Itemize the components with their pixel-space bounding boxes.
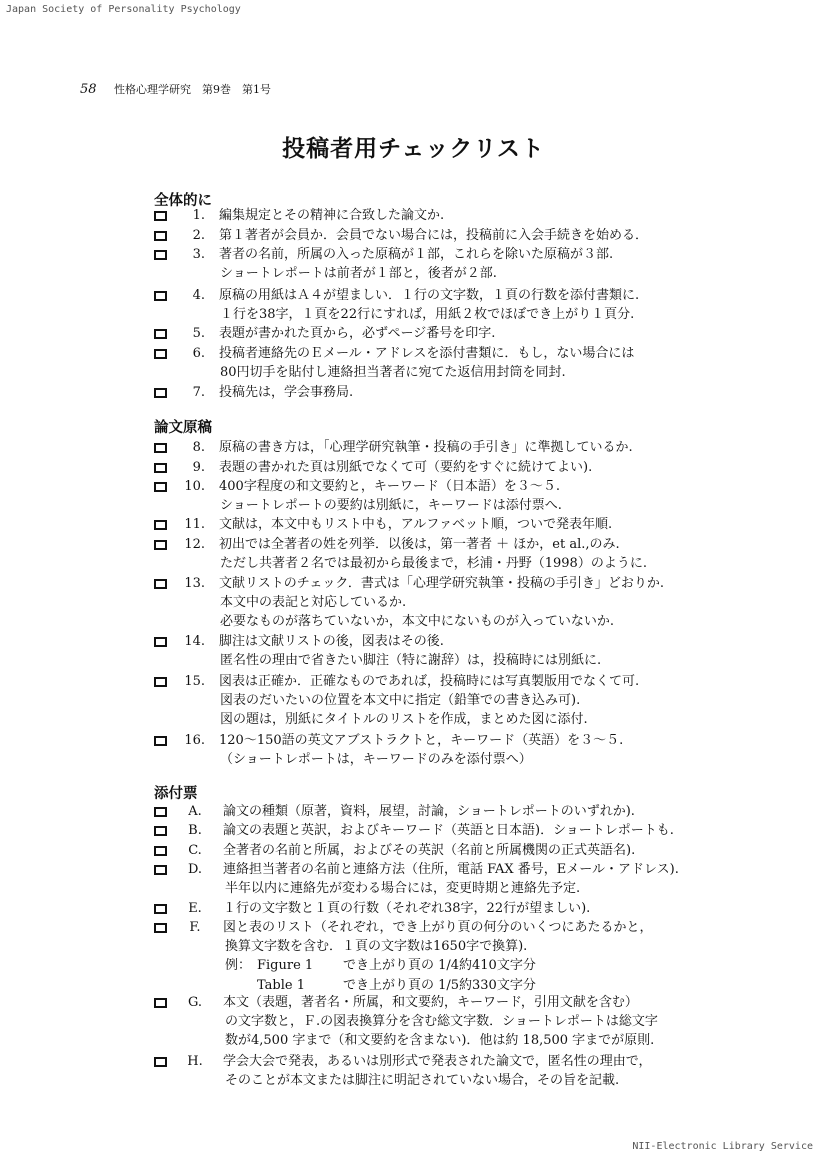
item-text: 投稿者連絡先のＥメール・アドレスを添付書類に．もし，ない場合には [219,346,635,361]
item-text: 第１著者が会員か．会員でない場合には，投稿前に入会手続きを始める． [219,228,649,243]
item-text: の文字数と，Ｆ.の図表換算分を含む総文字数．ショートレポートは総文字 [225,1014,658,1030]
checklist-item [154,383,774,402]
item-text: 全著者の名前と所属，およびその英訳（名前と所属機関の正式英語名). [223,843,636,858]
item-text: 連絡担当著者の名前と連絡方法（住所，電話 FAX 番号，Eメール・アドレス). [223,862,679,877]
indent [154,612,220,631]
item-number: 10. [184,479,205,494]
item-line [154,458,774,477]
checklist-item [154,899,774,918]
indent [154,651,220,670]
example-size: でき上がり頁の 1/4 [343,958,460,974]
checklist-item [154,918,774,995]
item-text: 半年以内に連絡先が変わる場合には，変更時期と連絡先予定. [225,881,581,897]
item-line [154,1071,774,1090]
checkbox-icon [154,540,167,550]
checkbox-icon [154,923,167,933]
item-line [154,438,774,457]
section-title-attachment: 添付票 [154,786,198,802]
checklist-item [154,226,774,245]
item-text: 編集規定とその精神に合致した論文か. [219,208,445,223]
checklist-item [154,515,774,534]
item-line [154,264,774,283]
item-text: 400字程度の和文要約と，キーワード（日本語）を３～５. [219,479,560,494]
item-line [154,821,774,840]
indent [154,691,220,710]
item-text: １行の文字数と１頁の行数（それぞれ38字，22行が望ましい). [223,901,591,916]
item-line [154,899,774,918]
example-row [154,956,774,975]
item-text: 文献リストのチェック．書式は「心理学研究執筆・投稿の手引き」どおりか. [219,576,664,591]
example-content [225,956,536,975]
checkbox-icon [154,736,167,746]
item-text: １行を38字，１頁を22行にすれば，用紙２枚でほぼでき上がり１頁分. [220,307,635,323]
indent [154,750,220,769]
checklist-item [154,672,774,730]
item-line [154,1052,774,1071]
item-number: 14. [184,634,205,649]
item-line [154,750,774,769]
item-text: そのことが本文または脚注に明記されていない場合，その旨を記載. [225,1073,620,1089]
item-line [154,554,774,573]
item-text: 図の題は，別紙にタイトルのリストを作成，まとめた図に添付. [220,712,588,728]
item-number: 12. [184,537,205,552]
checkbox-icon [154,1057,167,1067]
item-text: 図表は正確か．正確なものであれば，投稿時には写真製版用でなくて可. [219,674,640,689]
checkbox-icon [154,388,167,398]
indent [154,305,220,324]
checkbox-icon [154,463,167,473]
checklist-item [154,821,774,840]
item-text: 本文（表題，著者名・所属，和文要約，キーワード，引用文献を含む） [223,995,638,1010]
item-text: 図と表のリスト（それぞれ，でき上がり頁の何分のいくつにあたるかと， [223,920,653,935]
item-text: 著者の名前，所属の入った原稿が１部，これらを除いた原稿が３部. [219,247,614,262]
example-chars: 約410文字分 [459,958,536,974]
item-line [154,344,774,363]
item-line [154,574,774,593]
item-number: 4. [192,288,205,303]
checkbox-icon [154,826,167,836]
item-text: 匿名性の理由で省きたい脚注（特に謝辞）は，投稿時には別紙に. [220,653,602,669]
indent [154,1012,225,1031]
indent [154,554,220,573]
checklist-item [154,993,774,1051]
checklist-item [154,458,774,477]
item-line [154,477,774,496]
item-line [154,363,774,382]
checkbox-icon [154,211,167,221]
item-text: 本文中の表記と対応しているか. [220,595,407,611]
item-line [154,710,774,729]
section-title-manuscript: 論文原稿 [154,420,212,436]
item-line [154,632,774,651]
item-text: 文献は，本文中もリスト中も，アルファベット順，ついで発表年順. [219,517,613,532]
checklist-item [154,206,774,225]
page-title: 投稿者用チェックリスト [282,136,545,162]
indent [154,264,220,283]
item-number: 5. [192,326,205,341]
checklist-item [154,344,774,382]
checklist-item [154,245,774,283]
indent [154,496,220,515]
item-number: A. [188,804,202,819]
item-number: 8. [192,440,205,455]
item-text: 必要なものが落ちていないか，本文中にないものが入っていないか. [220,614,615,630]
example-content [225,976,536,995]
indent [154,1031,225,1050]
item-text: 投稿先は，学会事務局. [219,385,354,400]
item-line [154,918,774,937]
item-line [154,691,774,710]
item-line [154,993,774,1012]
item-text: 数が4,500 字まで（和文要約を含まない)．他は約 18,500 字までが原則. [225,1033,655,1049]
page-number: 58 [80,82,97,97]
checkbox-icon [154,443,167,453]
checklist-item [154,860,774,898]
running-header [80,81,271,97]
item-text: 脚注は文献リストの後，図表はその後. [219,634,444,649]
item-line [154,612,774,631]
item-number: 6. [192,346,205,361]
example-name: Table 1 [257,977,305,993]
item-number: 11. [184,517,205,532]
item-line [154,324,774,343]
indent [154,1071,225,1090]
checklist-item [154,286,774,324]
checkbox-icon [154,807,167,817]
item-line [154,496,774,515]
item-text: ショートレポートの要約は別紙に，キーワードは添付票へ. [220,498,562,514]
checkbox-icon [154,846,167,856]
checklist-item [154,438,774,457]
item-text: （ショートレポートは，キーワードのみを添付票へ） [220,752,532,768]
item-number: F. [189,920,201,935]
item-number: 2. [192,228,205,243]
item-text: 表題の書かれた頁は別紙でなくて可（要約をすぐに続けてよい). [219,460,593,475]
item-line [154,1031,774,1050]
item-text: ショートレポートは前者が１部と，後者が２部. [220,266,497,282]
item-number: 7. [192,385,205,400]
example-label: 例： [225,958,252,974]
watermark-text: Japan Society of Personality Psychology [6,4,241,15]
item-number: 9. [192,460,205,475]
item-number: 16. [184,733,205,748]
item-line [154,879,774,898]
indent [154,593,220,612]
item-text: 原稿の用紙はＡ４が望ましい．１行の文字数，１頁の行数を添付書類に. [219,288,640,303]
indent [154,976,225,995]
example-row [154,976,774,995]
checklist-item [154,841,774,860]
item-number: E. [188,901,202,916]
item-number: 3. [192,247,205,262]
item-line [154,841,774,860]
item-text: 論文の表題と英訳，およびキーワード（英語と日本語)．ショートレポートも. [223,823,674,838]
indent [154,956,225,975]
checklist-item [154,802,774,821]
indent [154,710,220,729]
item-text: ただし共著者２名では最初から最後まで，杉浦・丹野（1998）のように. [220,556,647,572]
item-number: 15. [184,674,205,689]
item-text: 図表のだいたいの位置を本文中に指定（鉛筆での書き込み可). [220,693,581,709]
checkbox-icon [154,998,167,1008]
journal-name: 性格心理学研究 第9巻 第1号 [114,83,272,96]
checklist-item [154,324,774,343]
item-number: G. [187,995,203,1010]
example-size: でき上がり頁の 1/5 [343,977,460,993]
item-number: D. [187,862,203,877]
item-line [154,937,774,956]
item-number: C. [188,843,202,858]
checklist-item [154,731,774,769]
indent [154,879,225,898]
item-line [154,593,774,612]
indent [154,937,225,956]
checklist-item [154,632,774,670]
item-line [154,535,774,554]
item-text: 80円切手を貼付し連絡担当著者に宛てた返信用封筒を同封. [220,365,566,381]
item-number: H. [187,1054,203,1069]
indent [154,363,220,382]
item-text: 表題が書かれた頁から，必ずページ番号を印字. [219,326,496,341]
item-line [154,860,774,879]
checkbox-icon [154,250,167,260]
checklist-item [154,1052,774,1090]
item-line [154,305,774,324]
checkbox-icon [154,349,167,359]
item-line [154,245,774,264]
checkbox-icon [154,637,167,647]
checklist-item [154,477,774,515]
item-line [154,206,774,225]
item-line [154,651,774,670]
checkbox-icon [154,520,167,530]
item-text: 学会大会で発表，あるいは別形式で発表された論文で，匿名性の理由で， [223,1054,652,1069]
item-line [154,802,774,821]
checklist-item [154,535,774,573]
item-line [154,286,774,305]
item-text: 120～150語の英文アブストラクトと，キーワード（英語）を３～５. [219,733,624,748]
checkbox-icon [154,482,167,492]
checkbox-icon [154,329,167,339]
checkbox-icon [154,291,167,301]
item-number: B. [188,823,202,838]
example-name: Figure 1 [257,958,314,974]
item-line [154,226,774,245]
item-number: 13. [184,576,205,591]
checklist-item [154,574,774,632]
checkbox-icon [154,579,167,589]
item-line [154,672,774,691]
checkbox-icon [154,677,167,687]
item-text: 論文の種類（原著，資料，展望，討論，ショートレポートのいずれか). [223,804,635,819]
checkbox-icon [154,865,167,875]
example-chars: 約330文字分 [459,977,536,993]
item-text: 初出では全著者の姓を列挙．以後は，第一著者 ＋ ほか，et al.,のみ. [219,537,620,552]
checkbox-icon [154,904,167,914]
item-line [154,731,774,750]
item-line [154,1012,774,1031]
item-text: 換算文字数を含む．１頁の文字数は1650字で換算). [225,939,528,955]
checkbox-icon [154,231,167,241]
item-text: 原稿の書き方は，「心理学研究執筆・投稿の手引き」に準拠しているか. [219,440,633,455]
section-title-general: 全体的に [154,193,212,209]
footer-text: NII-Electronic Library Service [632,1141,813,1152]
item-line [154,515,774,534]
item-number: 1. [192,208,205,223]
item-line [154,383,774,402]
